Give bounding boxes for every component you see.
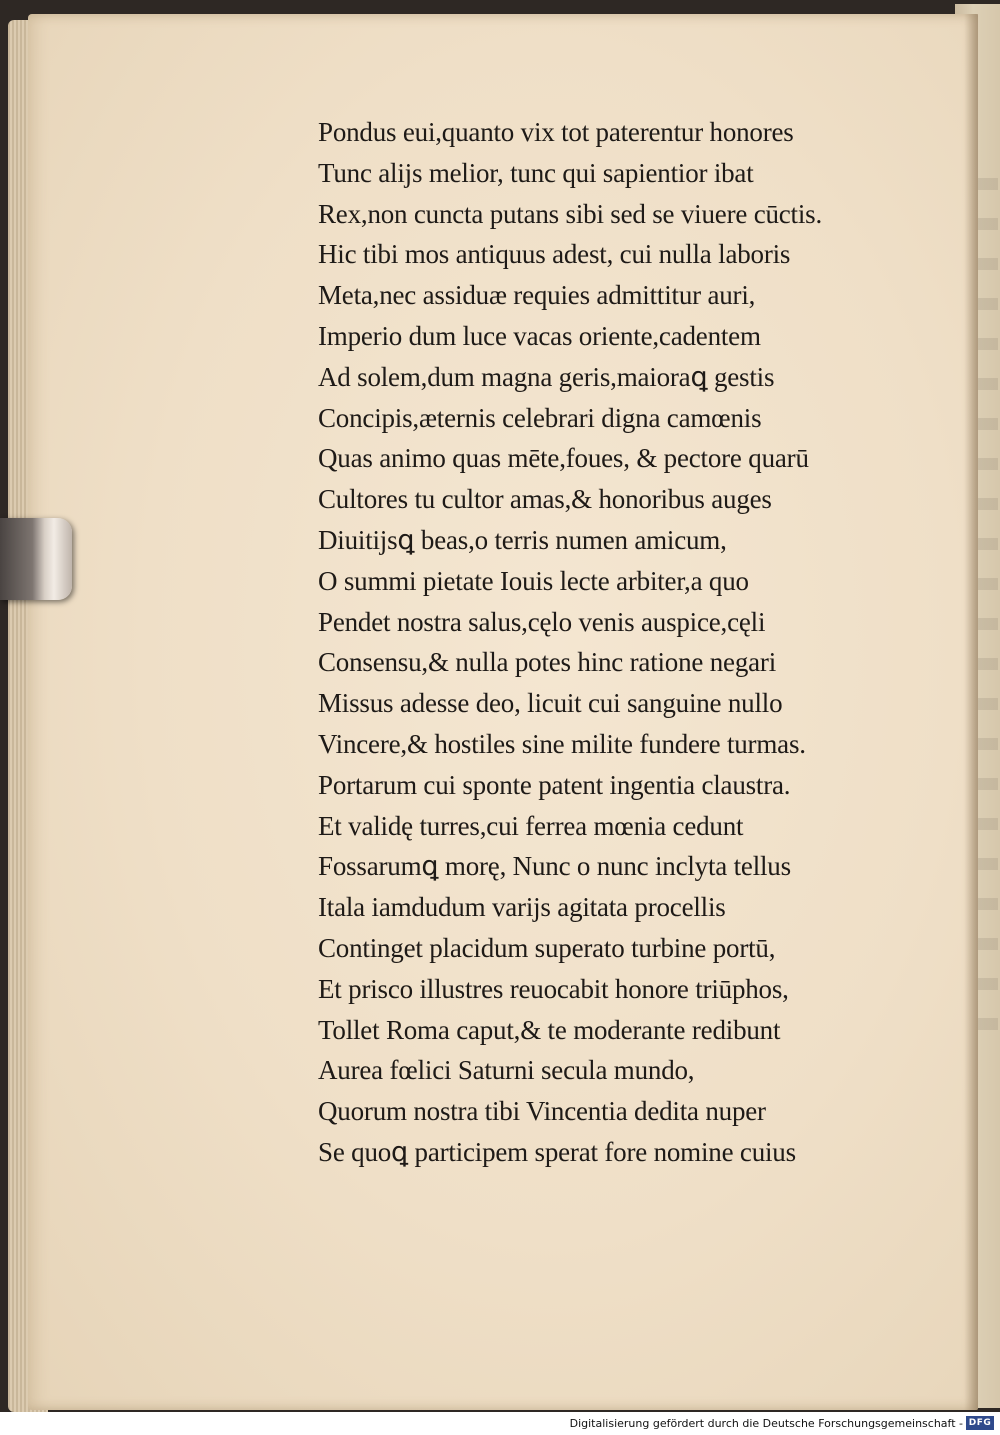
- text-line: Portarum cui sponte patent ingentia claustra.: [318, 769, 791, 800]
- text-line: Hic tibi mos antiquus adest, cui nulla laboris: [318, 239, 791, 270]
- text-line: Fossarumꝗ morę, Nunc o nunc inclyta tellus: [318, 851, 791, 882]
- text-line: Aurea fœlici Saturni secula mundo,: [318, 1055, 695, 1086]
- text-line: Consensu,& nulla potes hinc ratione negari: [318, 647, 776, 678]
- text-line: Missus adesse deo, licuit cui sanguine nullo: [318, 688, 783, 719]
- text-line: Pondus eui,quanto vix tot paterentur honores: [318, 117, 794, 147]
- text-line: Et prisco illustres reuocabit honore triūphos,: [318, 973, 789, 1004]
- text-line: Diuitijsꝗ beas,o terris numen amicum,: [318, 524, 727, 555]
- text-line: Imperio dum luce vacas oriente,cadentem: [318, 320, 761, 351]
- text-line: Quas animo quas mēte,foues, & pectore quarū: [318, 443, 809, 474]
- text-line: Pendet nostra salus,cęlo venis auspice,cęli: [318, 606, 766, 637]
- footer-bar: [0, 1412, 1000, 1435]
- text-line: O summi pietate Iouis lecte arbiter,a quo: [318, 565, 749, 596]
- text-line: Vincere,& hostiles sine milite fundere turmas.: [318, 728, 806, 759]
- text-line: Se quoꝗ participem sperat fore nomine cuius: [318, 1136, 796, 1167]
- text-line: Et validę turres,cui ferrea mœnia cedunt: [318, 810, 744, 841]
- text-line: Itala iamdudum varijs agitata procellis: [318, 892, 726, 923]
- text-line: Tunc alijs melior, tunc qui sapientior ibat: [318, 157, 754, 188]
- text-line: Concipis,æternis celebrari digna camœnis: [318, 402, 762, 433]
- footer-credit: Digitalisierung gefördert durch die Deutsche Forschungsgemeinschaft -: [569, 1417, 963, 1430]
- text-line: Ad solem,dum magna geris,maioraꝗ gestis: [318, 361, 775, 392]
- poem-text-block: [318, 112, 918, 1173]
- text-line: Quorum nostra tibi Vincentia dedita nuper: [318, 1096, 766, 1127]
- page-clamp: [0, 518, 72, 600]
- dfg-logo: DFG: [966, 1416, 994, 1430]
- text-line: Meta,nec assiduæ requies admittitur auri,: [318, 280, 756, 311]
- text-line: Continget placidum superato turbine portū,: [318, 932, 776, 963]
- page-gutter: [964, 14, 978, 1410]
- text-line: Tollet Roma caput,& te moderante redibunt: [318, 1014, 781, 1045]
- text-line: Cultores tu cultor amas,& honoribus auges: [318, 484, 772, 515]
- text-line: Rex,non cuncta putans sibi sed se viuere cūctis.: [318, 198, 823, 229]
